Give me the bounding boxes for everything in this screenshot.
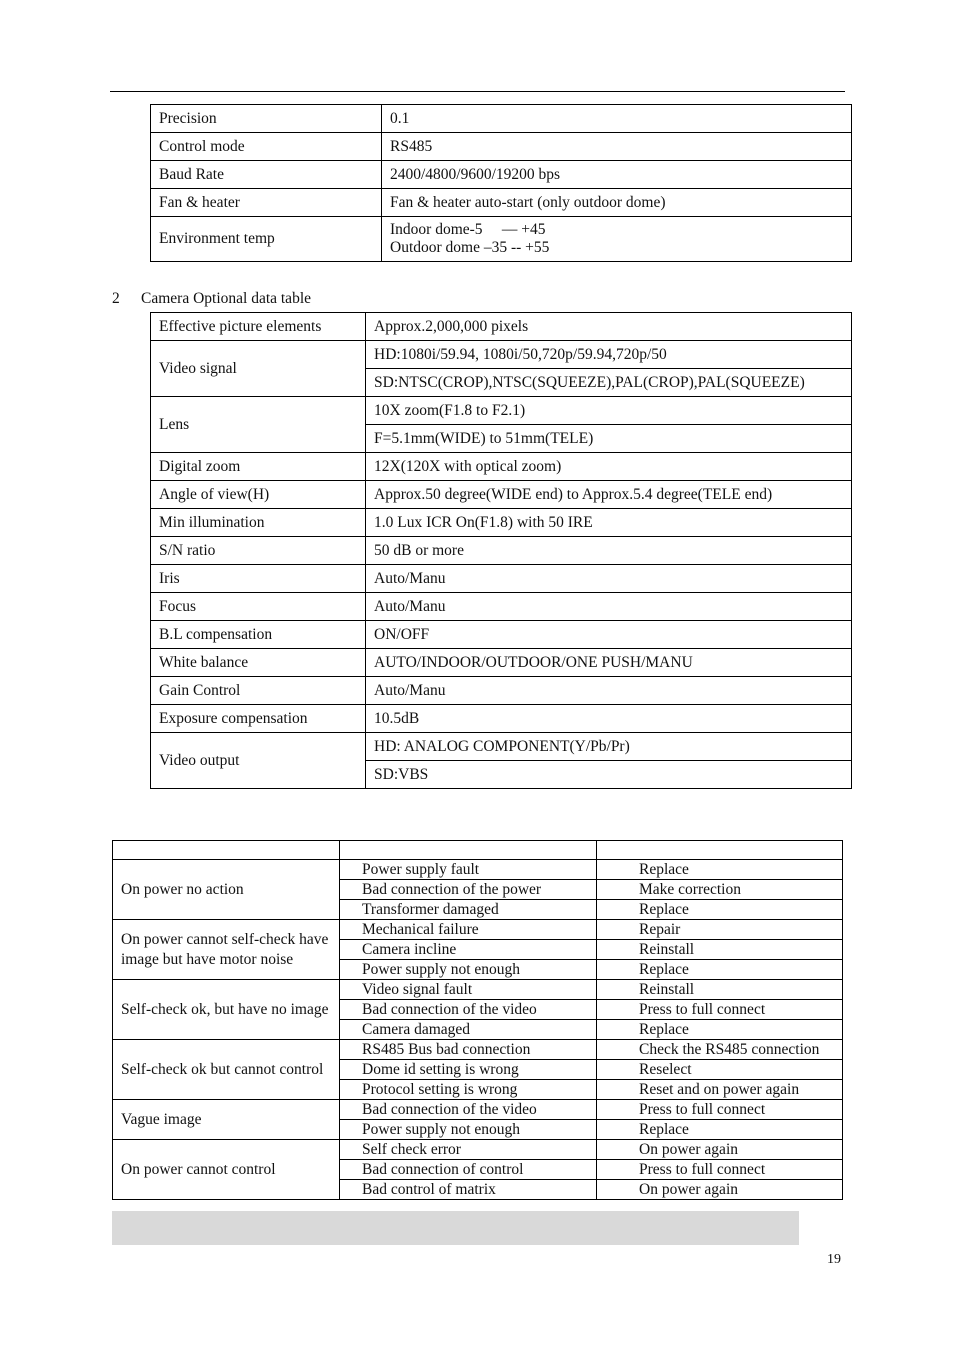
row-label: Angle of view(H) (151, 481, 366, 509)
row-value: HD: ANALOG COMPONENT(Y/Pb/Pr) (366, 733, 852, 761)
environment-indoor: Indoor dome-5 — +45 (390, 221, 546, 238)
row-label: B.L compensation (151, 621, 366, 649)
table-row (151, 161, 852, 189)
row-value: Fan & heater auto-start (only outdoor dome) (382, 189, 852, 217)
table-row (151, 453, 852, 481)
solution-cell: Press to full connect (597, 1100, 843, 1120)
cause-cell: Mechanical failure (340, 920, 597, 940)
cause-cell: Bad connection of the power (340, 880, 597, 900)
table-row (151, 133, 852, 161)
solution-cell: Replace (597, 860, 843, 880)
problem-cell: On power cannot control (113, 1140, 340, 1200)
cause-cell: Power supply not enough (340, 1120, 597, 1140)
solution-cell: Reinstall (597, 980, 843, 1000)
cause-cell: Power supply fault (340, 860, 597, 880)
row-value: SD:NTSC(CROP),NTSC(SQUEEZE),PAL(CROP),PAL(SQUEEZE) (366, 369, 852, 397)
row-label: S/N ratio (151, 537, 366, 565)
table-row (151, 189, 852, 217)
table-row (151, 537, 852, 565)
row-label: Video signal (151, 341, 366, 397)
row-label: Lens (151, 397, 366, 453)
solution-cell: Repair (597, 920, 843, 940)
row-value: 10.5dB (366, 705, 852, 733)
row-label: Fan & heater (151, 189, 382, 217)
header-cell (597, 841, 843, 860)
solution-cell: Reinstall (597, 940, 843, 960)
solution-cell: On power again (597, 1140, 843, 1160)
table-row (113, 1140, 843, 1160)
troubleshooting-table (112, 840, 843, 1200)
troubleshooting-body (113, 860, 843, 1200)
row-value: SD:VBS (366, 761, 852, 789)
row-value: 50 dB or more (366, 537, 852, 565)
table-row (151, 621, 852, 649)
row-value: 10X zoom(F1.8 to F2.1) (366, 397, 852, 425)
row-label: Iris (151, 565, 366, 593)
row-label: Focus (151, 593, 366, 621)
header-cell (113, 841, 340, 860)
row-value: RS485 (382, 133, 852, 161)
table-row (113, 980, 843, 1000)
table-row (113, 860, 843, 880)
row-label: White balance (151, 649, 366, 677)
table-row (151, 565, 852, 593)
table-row (113, 920, 843, 940)
row-value: Auto/Manu (366, 565, 852, 593)
table-row (151, 593, 852, 621)
problem-cell: Vague image (113, 1100, 340, 1140)
page-number: 19 (827, 1252, 841, 1267)
row-label: Digital zoom (151, 453, 366, 481)
cause-cell: Power supply not enough (340, 960, 597, 980)
solution-cell: Reselect (597, 1060, 843, 1080)
row-label: Exposure compensation (151, 705, 366, 733)
cause-cell: Transformer damaged (340, 900, 597, 920)
row-value: Auto/Manu (366, 593, 852, 621)
section-title: Camera Optional data table (141, 290, 312, 307)
cause-cell: Camera damaged (340, 1020, 597, 1040)
camera-table-body (151, 453, 852, 733)
solution-cell: Press to full connect (597, 1000, 843, 1020)
solution-cell: Replace (597, 900, 843, 920)
header-rule (110, 91, 845, 92)
table-row (151, 649, 852, 677)
solution-cell: Press to full connect (597, 1160, 843, 1180)
cause-cell: Video signal fault (340, 980, 597, 1000)
row-label: Effective picture elements (151, 313, 366, 341)
solution-cell: Replace (597, 1120, 843, 1140)
solution-cell: On power again (597, 1180, 843, 1200)
table-row (151, 733, 852, 761)
table-row (151, 105, 852, 133)
row-label: Video output (151, 733, 366, 789)
solution-cell: Replace (597, 1020, 843, 1040)
environment-value (382, 217, 852, 262)
row-label: Gain Control (151, 677, 366, 705)
solution-cell: Reset and on power again (597, 1080, 843, 1100)
row-label: Baud Rate (151, 161, 382, 189)
table-row (151, 677, 852, 705)
row-label: Control mode (151, 133, 382, 161)
cause-cell: Camera incline (340, 940, 597, 960)
cause-cell: Bad control of matrix (340, 1180, 597, 1200)
spec-table-body (151, 105, 852, 217)
table-row (151, 705, 852, 733)
problem-cell: Self-check ok, but have no image (113, 980, 340, 1040)
row-value: F=5.1mm(WIDE) to 51mm(TELE) (366, 425, 852, 453)
header-cell (340, 841, 597, 860)
environment-outdoor: Outdoor dome –35 -- +55 (390, 239, 550, 256)
row-value: AUTO/INDOOR/OUTDOOR/ONE PUSH/MANU (366, 649, 852, 677)
solution-cell: Check the RS485 connection (597, 1040, 843, 1060)
row-value: Auto/Manu (366, 677, 852, 705)
row-value: 1.0 Lux ICR On(F1.8) with 50 IRE (366, 509, 852, 537)
cause-cell: Dome id setting is wrong (340, 1060, 597, 1080)
cause-cell: RS485 Bus bad connection (340, 1040, 597, 1060)
row-value: Approx.2,000,000 pixels (366, 313, 852, 341)
row-value: HD:1080i/59.94, 1080i/50,720p/59.94,720p/50 (366, 341, 852, 369)
table-header-row (113, 841, 843, 860)
environment-label: Environment temp (151, 217, 382, 262)
row-value: 12X(120X with optical zoom) (366, 453, 852, 481)
cause-cell: Self check error (340, 1140, 597, 1160)
row-value: Approx.50 degree(WIDE end) to Approx.5.4 degree(TELE end) (366, 481, 852, 509)
camera-table (150, 312, 852, 789)
table-row (151, 509, 852, 537)
cause-cell: Protocol setting is wrong (340, 1080, 597, 1100)
row-value: 0.1 (382, 105, 852, 133)
row-value: ON/OFF (366, 621, 852, 649)
solution-cell: Make correction (597, 880, 843, 900)
section-number: 2 (112, 290, 120, 307)
table-row (113, 1100, 843, 1120)
table-row (151, 481, 852, 509)
problem-cell: Self-check ok but cannot control (113, 1040, 340, 1100)
spec-table (150, 104, 852, 262)
cause-cell: Bad connection of the video (340, 1100, 597, 1120)
footer-band (112, 1211, 799, 1245)
row-label: Precision (151, 105, 382, 133)
problem-cell: On power no action (113, 860, 340, 920)
solution-cell: Replace (597, 960, 843, 980)
table-row (151, 397, 852, 425)
table-row (151, 313, 852, 341)
cause-cell: Bad connection of control (340, 1160, 597, 1180)
table-row (113, 1040, 843, 1060)
cause-cell: Bad connection of the video (340, 1000, 597, 1020)
row-label: Min illumination (151, 509, 366, 537)
table-row (151, 341, 852, 369)
problem-cell: On power cannot self-check have image but have motor noise (113, 920, 340, 980)
section-heading (112, 290, 311, 308)
table-row (151, 217, 852, 262)
row-value: 2400/4800/9600/19200 bps (382, 161, 852, 189)
